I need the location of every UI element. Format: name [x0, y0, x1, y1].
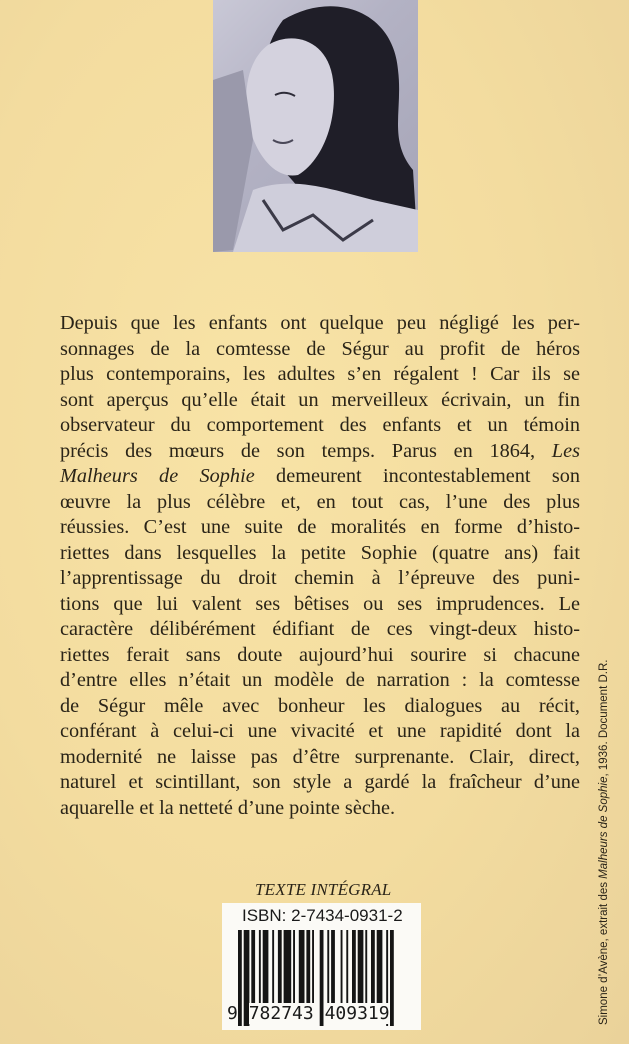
- blurb-text: [60, 311, 580, 821]
- barcode-bar: [352, 930, 356, 1010]
- barcode-bar: [331, 930, 335, 1010]
- blurb-line: l’apprentissage du droit chemin à l’épreuve des puni-: [60, 567, 580, 589]
- barcode-bar: [358, 930, 364, 1010]
- credit-text-end: , 1936. Document D.R.: [598, 659, 610, 777]
- barcode-bar: [293, 930, 295, 1010]
- barcode-bar: [251, 930, 255, 1010]
- blurb-line: [60, 464, 580, 490]
- blurb-line: d’entre elles n’était un modèle de narration : la comtesse: [60, 669, 580, 691]
- barcode-label: [222, 903, 421, 1030]
- blurb-line: œuvre la plus célèbre et, en tout cas, l’une des plus: [60, 490, 580, 513]
- barcode-bar: [346, 930, 348, 1010]
- barcode-bar: [278, 930, 282, 1010]
- credit-text: Simone d’Avène, extrait des: [598, 878, 610, 1025]
- blurb-line: naturel et scintillant, son style a gardé la fraîcheur d’une: [60, 771, 580, 793]
- blurb-text-segment: demeurent incontestablement son: [276, 465, 580, 487]
- credit-title: Malheurs de Sophie: [598, 776, 610, 879]
- barcode-bar: [341, 930, 343, 1010]
- barcode-bar: [365, 930, 367, 1010]
- blurb-line: observateur du comportement des enfants et un témoin: [60, 414, 580, 436]
- barcode-digits-right: 409319: [324, 1003, 390, 1024]
- blurb-line: riettes dans lesquelles la petite Sophie (quatre ans) fait: [60, 541, 580, 564]
- blurb-line: conférant à celui-ci une vivacité et une rapidité dont la: [60, 720, 580, 742]
- texte-integral-label: TEXTE INTÉGRAL: [255, 880, 392, 899]
- blurb-line: aquarelle et la netteté d’une pointe sèche.: [60, 796, 396, 819]
- barcode-bar: [306, 930, 310, 1010]
- barcode-digits-left: 782743: [248, 1003, 314, 1024]
- blurb-line: sont aperçus qu’elle était un merveilleux écrivain, un fin: [60, 388, 580, 411]
- barcode-bar: [299, 930, 305, 1010]
- barcode-bar: [390, 930, 394, 1026]
- blurb-line: riettes ferait sans doute aujourd’hui sourire si chacune: [60, 643, 580, 666]
- blurb-line: modernité ne laisse pas d’être surprenante. Clair, direct,: [60, 745, 580, 768]
- isbn-text: ISBN: 2-7434-0931-2: [242, 906, 403, 925]
- barcode-digits: [227, 1003, 390, 1024]
- barcode-bar: [263, 930, 269, 1010]
- blurb-line: plus contemporains, les adultes s’en régalent ! Car ils se: [60, 363, 580, 385]
- barcode-bar: [284, 930, 292, 1010]
- barcode-bar: [312, 930, 314, 1010]
- blurb-line: caractère délibérément édifiant de ces vingt-deux histo-: [60, 618, 580, 640]
- portrait-image: [213, 0, 418, 252]
- barcode-bar: [377, 930, 383, 1010]
- blurb-text-segment: précis des mœurs de son temps. Parus en 1864,: [60, 439, 536, 462]
- barcode-bar: [272, 930, 274, 1010]
- blurb-line: [60, 439, 580, 465]
- blurb-line: de Ségur mêle avec bonheur les dialogues au récit,: [60, 694, 580, 717]
- barcode-bar: [371, 930, 375, 1010]
- blurb-line: tions que lui valent ses bêtises ou ses imprudences. Le: [60, 592, 580, 615]
- barcode-digit-first: 9: [227, 1003, 238, 1024]
- blurb-line: Depuis que les enfants ont quelque peu négligé les per-: [60, 312, 580, 334]
- book-title-italic: Malheurs de Sophie: [60, 465, 255, 487]
- barcode-bar: [259, 930, 261, 1010]
- image-credit: [598, 660, 610, 1025]
- barcode-bar: [327, 930, 329, 1010]
- blurb-line: sonnages de la comtesse de Ségur au profit de héros: [60, 337, 580, 360]
- blurb-line: réussies. C’est une suite de moralités en forme d’histo-: [60, 516, 580, 538]
- book-title-italic: Les: [551, 439, 580, 462]
